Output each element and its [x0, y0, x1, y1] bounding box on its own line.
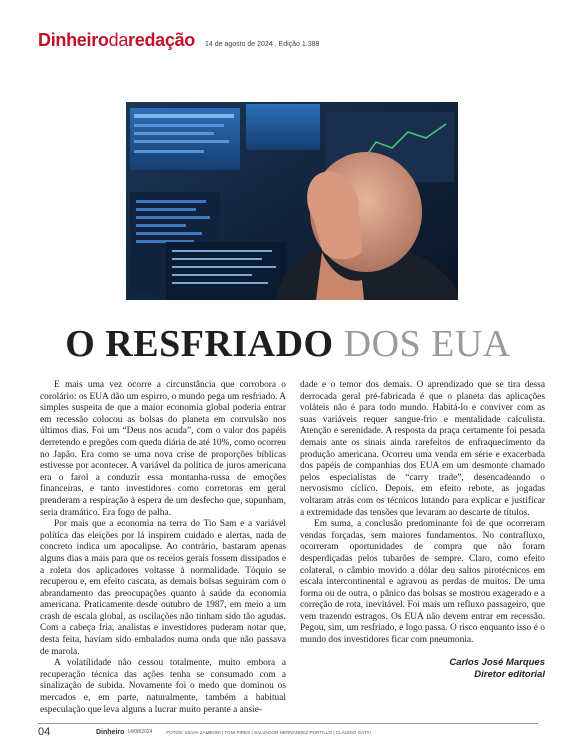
signature-block: [300, 657, 545, 681]
headline-part1: O RESFRIADO: [65, 323, 334, 365]
issue-info: 14 de agosto de 2024 . Edição 1.388: [204, 41, 320, 48]
brand-part-dinheiro: Dinheiro: [38, 30, 109, 50]
author-role: Diretor editorial: [474, 668, 545, 680]
headline-part2: DOS EUA: [343, 323, 511, 365]
page-footer: [38, 723, 538, 738]
paragraph: A volatilidade não cessou totalmente, muito embora a recuperação técnica das ações tenha se consumado com a sinalização de subida. Novamente foi o medo que dominou os mercados e, em parte, naturalmente, também a habitual especulação que leva alguns a lucrar muito perante a ansie-: [40, 658, 286, 715]
brand-logo: [38, 30, 195, 51]
paragraph: Por mais que a economia na terra do Tio Sam e a variável política das eleições por lá inspirem cuidado e alertas, nada de concreto indica um apocalipse. Ao contrário, bastaram apenas alguns dias a mais para que os receios gerais fossem dissipados e a roleta dos aplicadores voltasse à normalidade. Tóquio se recuperou e, em efeito cascata, as demais bolsas seguiram com o abrandamento das preocupações quanto à saúde da economia americana. Praticamente desde outubro de 1987, em meio a um crash de escala global, as oscilações não tinham sido tão agudas. Com a cabeça fria, analistas e investidores puderam notar que, desta feita, haviam sido embalados numa onda que não passava de marola.: [40, 519, 286, 657]
article-column-2: [300, 380, 545, 681]
photo-credits: FOTOS: SILVIA ZAMBONI | TONI PIRES | SALVADOR HERNANDEZ PORTILLO | CLAUDIO GATTI: [166, 729, 371, 735]
trader-photo-illustration: [126, 102, 458, 300]
page-number: 04: [38, 726, 51, 738]
paragraph: dade e o temor dos demais. O aprendizado que se tira dessa derrocada geral pré-fabricada é que o planeta das aplicações voláteis não é para todo mundo. Habitá-lo e conviver com as suas variáveis requer sangue-frio e mentalidade calculista. Atenção e serenidade. A resposta da praça certamente foi pesada demais ante os sinais ainda rarefeitos de enfraquecimento da produção americana. Ocorreu uma venda em série e exacerbada dos papéis de companhias dos EUA em um desmonte chamado pelos especialistas de “carry trade”, desencadeando o nervosismo cíclico. Depois, em efeito rebote, as jogadas voltaram atrás com os técnicos lutando para explicar e justificar a extremidade das tensões que levaram ao descarte de títulos.: [300, 380, 545, 518]
footer-brand: Dinheiro: [96, 728, 125, 736]
paragraph: Em suma, a conclusão predominante foi de que ocorreram vendas forçadas, sem maiores fundamentos. No contrafluxo, ocorreram oportunidades de compra que não foram desperdiçadas pelos tubarões de sempre. Claro, como efeito colateral, o câmbio movido a dólar deu saltos pirotécnicos em escala intercontinental e agravou as perdas de muitos. De uma forma ou de outra, o pânico das bolsas se mostrou exagerado e a correção de rota, inevitável. Foi mais um refluxo passageiro, que vem trazendo estragos. Os EUA não devem entrar em recessão. Pegou, sim, um resfriado, e logo passa. O risco enquanto isso é o mundo dos investidores ficar com pneumonia.: [300, 519, 545, 646]
trader-photo: [126, 102, 458, 300]
brand-part-da: da: [108, 30, 129, 50]
footer-date: 14/08/2024: [127, 729, 153, 735]
headline: [0, 322, 576, 366]
author-name: Carlos José Marques: [449, 656, 545, 668]
article-column-1: [40, 380, 286, 716]
paragraph: E mais uma vez ocorre a circunstância que corrobora o corolário: os EUA dão um espirro, o mundo pega um resfriado. A simples suspeita de que a maior economia global poderia entrar em recessão colocou as bolsas do planeta em convulsão nos últimos dias. Foi um “Deus nos acuda”, com o valor dos papéis derretendo e pregões com queda diária de até 10%, como ocorreu no Japão. Era como se uma nova crise de proporções bíblicas estivesse por acontecer. A variável da política de juros americana era o farol a conduzir essa montanha-russa de emoções financeiras, e tanto investidores como corretoras em geral prenderam a respiração à espera de um desfecho que, supunham, seria dramático. Era fogo de palha.: [40, 380, 286, 518]
masthead: [38, 30, 319, 51]
brand-part-redacao: redação: [128, 30, 195, 50]
